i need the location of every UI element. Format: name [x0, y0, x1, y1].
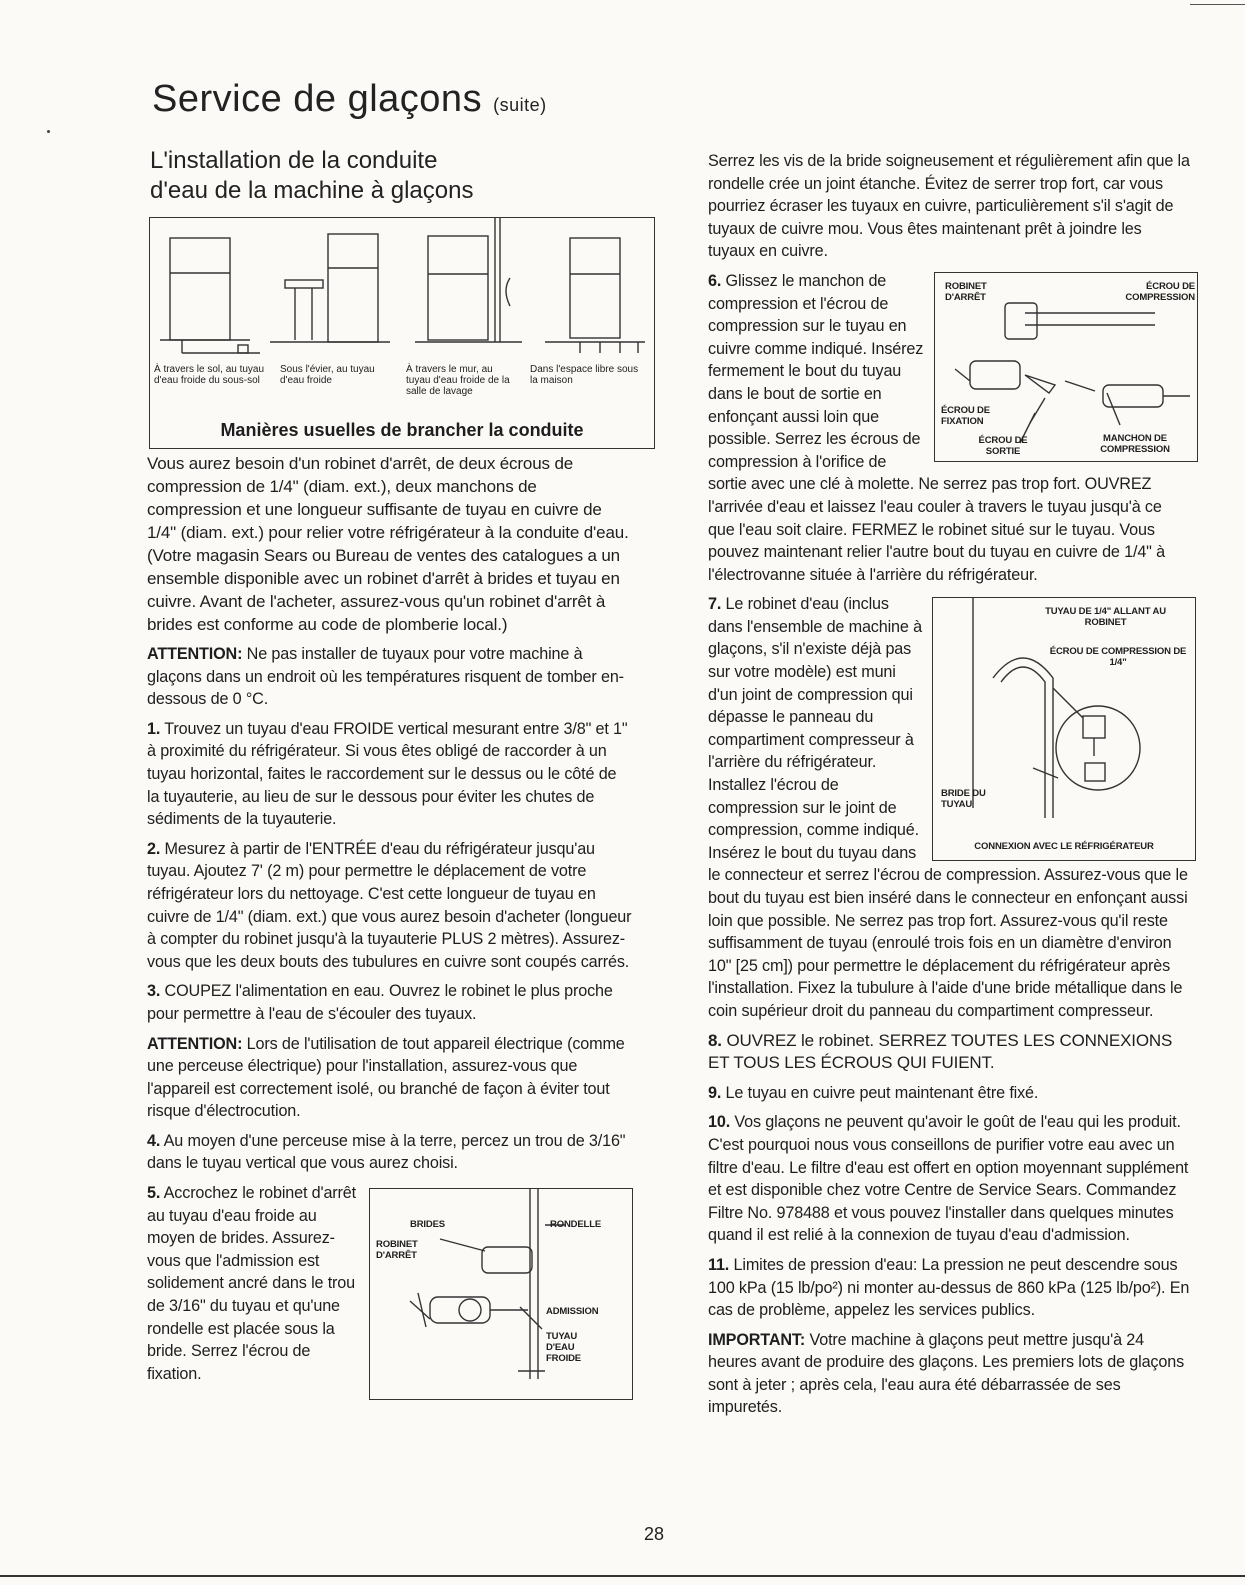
label-ecrou-compression-1-4: ÉCROU DE COMPRESSION DE 1/4"	[1049, 646, 1187, 669]
step-6-text: Glissez le manchon de compression et l'écrou de compression sur le tuyau en cuivre comme indiqué. Insérez fermement le bout du tuyau dans le bout de sortie en enfonçant aussi loin que possible. Serrez les écrous de compression à l'orifice de sortie avec une clé à molette. Ne serrez pas trop fort. OUVREZ l'arrivée d'eau et laissez l'eau couler à travers le tuyau jusqu'à ce que l'eau soit claire. FERMEZ le robinet situé sur le tuyau. Vous pouvez maintenant relier l'autre bout du tuyau en cuivre de 1/4" à l'électrovanne située à l'arrière du réfrigérateur.	[708, 271, 1165, 584]
step-10	[708, 1111, 1192, 1247]
step-1-number: 1.	[147, 719, 161, 738]
attention-text-2: Lors de l'utilisation de tout appareil électrique (comme une perceuse électrique) pour l'installation, assurez-vous que l'appareil est correctement isolé, ou branché de façon à éviter tout risque d'électrocution.	[147, 1034, 625, 1121]
step-11	[708, 1254, 1192, 1322]
title-suffix: (suite)	[493, 95, 547, 115]
continuation-paragraph: Serrez les vis de la bride soigneusement et régulièrement afin que la rondelle crée un joint étanche. Évitez de serrer trop fort, car vous pourriez écraser les tuyaux en cuivre, particulièrement s'il s'agit de tuyaux de cuivre mou. Vous êtes maintenant prêt à joindre les tuyaux en cuivre.	[708, 152, 1190, 261]
refrigerator-connection-figure	[932, 597, 1196, 861]
step-7-text: Le robinet d'eau (inclus dans l'ensemble de machine à glaçons, s'il n'existe déjà pas sur votre modèle) est muni d'un joint de compression qui dépasse le panneau du compartiment compresseur à l'arrière du réfrigérateur. Installez l'écrou de compression sur le joint de compression, comme indiqué. Insérez le bout du tuyau dans le connecteur et serrez l'écrou de compression. Assurez-vous que le bout du tuyau est bien inséré dans le connecteur en enfonçant aussi loin que possible. Ne serrez pas trop fort. Assurez-vous qu'il reste suffisamment de tuyau (enroulé trois fois en un diamètre d'environ 10" [25 cm]) pour permettre le déplacement du réfrigérateur après l'installation. Fixez la tubulure à l'aide d'une bride métallique dans le coin supérieur droit du panneau du compartiment compresseur.	[708, 595, 1188, 1020]
label-bride-tuyau: BRIDE DU TUYAU	[941, 788, 986, 811]
important-paragraph	[708, 1329, 1192, 1419]
bottom-rule	[0, 1575, 1245, 1577]
label-ecrou-compression: ÉCROU DE COMPRESSION	[1125, 280, 1195, 303]
title-text: Service de glaçons	[152, 78, 483, 120]
figure-heading: Manières usuelles de brancher la conduite	[220, 420, 584, 440]
label-robinet: ROBINET D'ARRÊT	[945, 280, 987, 303]
step-9-number: 9.	[708, 1083, 722, 1102]
step-1	[147, 718, 633, 831]
step-3	[147, 980, 633, 1025]
label-tuyau-allant: TUYAU DE 1/4" ALLANT AU ROBINET	[1045, 606, 1166, 629]
label-connexion-refrigerateur: CONNEXION AVEC LE RÉFRIGÉRATEUR	[974, 841, 1154, 853]
subtitle-line-2: d'eau de la machine à glaçons	[150, 177, 474, 204]
step-8-text: OUVREZ le robinet. SERREZ TOUTES LES CONNEXIONS ET TOUS LES ÉCROUS QUI FUIENT.	[708, 1030, 1173, 1073]
step-11-text: Limites de pression d'eau: La pression ne peut descendre sous 100 kPa (15 lb/po²) ni monter au-dessus de 860 kPa (125 lb/po²). En cas de problème, appelez les services publics.	[708, 1255, 1190, 1320]
label-brides: BRIDES	[410, 1219, 445, 1231]
label-ecrou-fixation: ÉCROU DE FIXATION	[941, 404, 990, 427]
intro-paragraph: Vous aurez besoin d'un robinet d'arrêt, de deux écrous de compression de 1/4" (diam. ext.), deux manchons de compression et une longueur suffisante de tuyau en cuivre de 1/4" (diam. ext.) pour relier votre réfrigérateur à la conduite d'eau. (Votre magasin Sears ou Bureau de ventes des catalogues a un ensemble disponible avec un robinet d'arrêt à brides et tuyau en cuivre. Avant de l'acheter, assurez-vous qu'un robinet d'arrêt à brides est conforme au code de plomberie local.)	[147, 454, 629, 634]
step-3-number: 3.	[147, 982, 161, 1001]
label-rondelle: RONDELLE	[550, 1219, 602, 1231]
valve-figure	[369, 1188, 633, 1400]
page-title	[152, 78, 547, 121]
step-8	[708, 1030, 1192, 1075]
right-column	[708, 150, 1195, 1426]
attention-paragraph-1	[147, 643, 633, 711]
label-tuyau-eau-froide: TUYAU D'EAU FROIDE	[546, 1331, 581, 1365]
page-number: 28	[644, 1524, 665, 1544]
attention-label-1: ATTENTION:	[147, 645, 243, 663]
step-11-number: 11.	[708, 1255, 730, 1274]
step-4-number: 4.	[147, 1131, 161, 1150]
connection-methods-figure	[149, 217, 655, 449]
top-edge-rule	[1190, 4, 1245, 5]
step-4-text: Au moyen d'une perceuse mise à la terre, percez un trou de 3/16" dans le tuyau vertical que vous aurez choisi.	[147, 1131, 626, 1173]
step-2-number: 2.	[147, 839, 161, 858]
left-column	[147, 452, 633, 1404]
label-manchon-compression: MANCHON DE COMPRESSION	[1100, 432, 1170, 455]
important-label: IMPORTANT:	[708, 1330, 806, 1349]
label-robinet-arret: ROBINET D'ARRÊT	[376, 1239, 418, 1262]
step-10-text: Vos glaçons ne peuvent qu'avoir le goût de l'eau qui les produit. C'est pourquoi nous vous conseillons de purifier votre eau avec un filtre d'eau. Le filtre d'eau est offert en option moyennant supplément et est disponible chez votre Centre de Service Sears. Commandez Filtre No. 978488 et vous pouvez l'installer dans quelques minutes quand il est relié à la connexion de tuyau d'eau d'admission.	[708, 1113, 1189, 1245]
step-5-number: 5.	[147, 1184, 161, 1203]
caption-wall: À travers le mur, au tuyau d'eau froide de la salle de lavage	[406, 364, 510, 397]
attention-text-1: Ne pas installer de tuyaux pour votre machine à glaçons dans un endroit où les températures risquent de tomber en-dessous de 0 °C.	[147, 645, 624, 709]
caption-crawlspace: Dans l'espace libre sous la maison	[530, 364, 639, 386]
important-text: Votre machine à glaçons peut mettre jusqu'à 24 heures avant de produire des glaçons. Les premiers lots de glaçons sont à jeter ; après cela, l'eau aura été débarrassée de ses impuretés.	[708, 1330, 1185, 1417]
subtitle-line-1: L'installation de la conduite	[150, 147, 438, 174]
step-4	[147, 1130, 633, 1175]
step-1-text: Trouvez un tuyau d'eau FROIDE vertical mesurant entre 3/8" et 1" à proximité du réfrigérateur. Si vous êtes obligé de raccorder à un tuyau horizontal, faites le raccordement sur le dessus ou le côté de la tuyauterie, au lieu de sur le dessous pour éviter les chutes de sédiments de la tuyauterie.	[147, 719, 628, 829]
step-6-number: 6.	[708, 271, 722, 290]
step-5-text: Accrochez le robinet d'arrêt au tuyau d'eau froide au moyen de brides. Assurez-vous que l'admission est solidement ancré dans le trou de 3/16" du tuyau et qu'une rondelle est placée sous la bride. Serrez l'écrou de fixation.	[147, 1184, 356, 1383]
attention-label-2: ATTENTION:	[147, 1034, 243, 1053]
connection-methods-illustration	[150, 218, 654, 378]
step-2	[147, 838, 633, 974]
step-9	[708, 1082, 1192, 1105]
refrigerator-connection-illustration	[933, 598, 1195, 860]
step-3-text: COUPEZ l'alimentation en eau. Ouvrez le robinet le plus proche pour permettre à l'eau de s'écouler des tuyaux.	[147, 982, 613, 1023]
caption-sink: Sous l'évier, au tuyau d'eau froide	[280, 364, 375, 386]
label-ecrou-sortie: ÉCROU DE SORTIE	[978, 434, 1028, 457]
attention-paragraph-2	[147, 1033, 633, 1123]
caption-floor: À travers le sol, au tuyau d'eau froide du sous-sol	[154, 364, 265, 386]
section-subtitle	[150, 146, 473, 206]
step-7-number: 7.	[708, 595, 722, 614]
label-admission: ADMISSION	[546, 1306, 599, 1318]
step-9-text: Le tuyau en cuivre peut maintenant être fixé.	[721, 1083, 1039, 1102]
margin-dot	[47, 130, 50, 133]
step-2-text: Mesurez à partir de l'ENTRÉE d'eau du réfrigérateur jusqu'au tuyau. Ajoutez 7' (2 m) pour permettre le déplacement de votre réfrigérateur lors du nettoyage. C'est cette longueur de tuyau en cuivre de 1/4" (diam. ext.) que vous aurez besoin d'acheter (longueur à compter du robinet jusqu'à la tuyauterie PLUS 2 mètres). Assurez-vous que les deux bouts des tubulures en cuivre sont coupés carrés.	[147, 839, 632, 971]
step-8-number: 8.	[708, 1030, 722, 1050]
step-10-number: 10.	[708, 1113, 731, 1132]
compression-figure	[934, 272, 1198, 462]
